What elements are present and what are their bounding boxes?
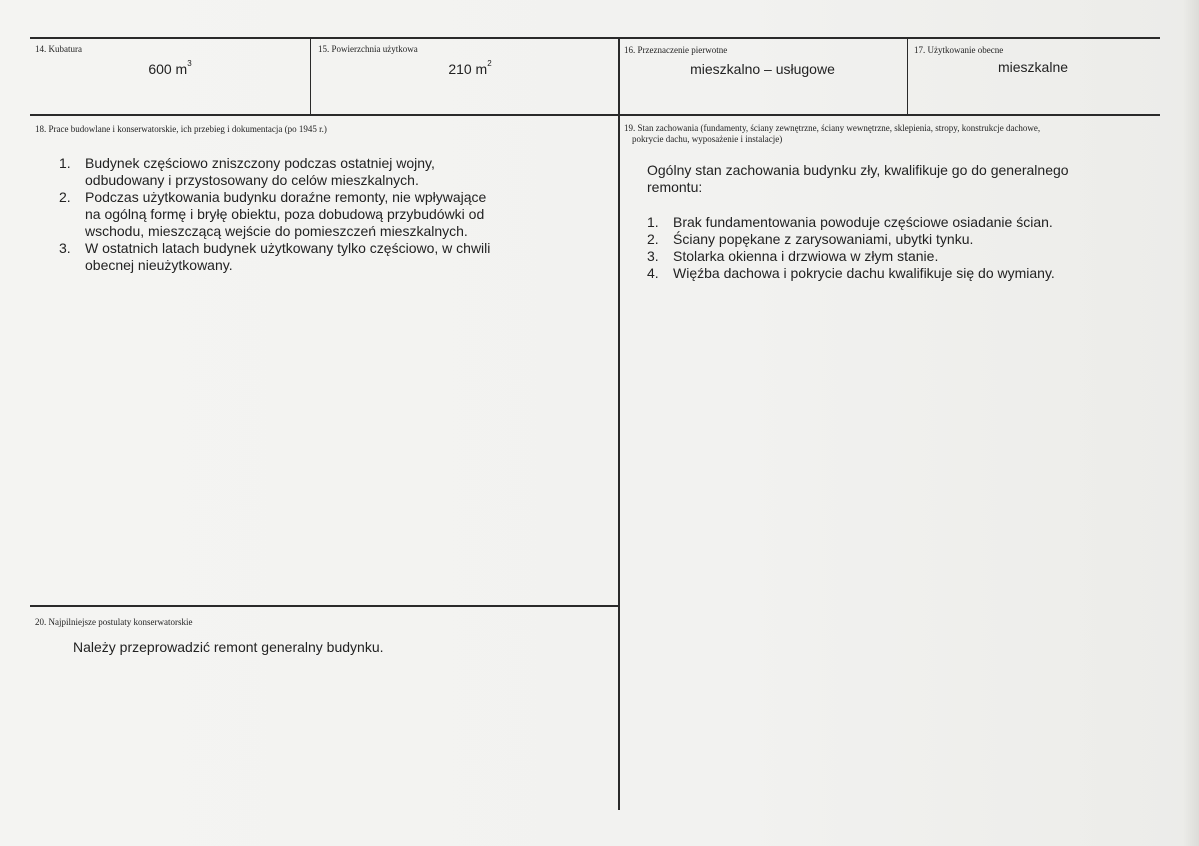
field-17-value: mieszkalne xyxy=(997,59,1069,75)
field-18-list xyxy=(59,155,599,274)
list-item: 2. Podczas użytkowania budynku doraźne remonty, nie wpływające na ogólną formę i bryłę obiektu, poza dobudową przybudówki od wschodu, mieszczącą wejście do pomieszczeń mieszkalnych. xyxy=(59,189,487,239)
field-16-value: mieszkalno – usługowe xyxy=(690,61,835,77)
field-19-label: 19. Stan zachowania (fundamenty, ściany zewnętrzne, ściany wewnętrzne, sklepienia, stropy, konstrukcje dachowe, pokrycie dachu, wyposażenie i instalacje) xyxy=(624,123,1041,144)
field-18-label: 18. Prace budowlane i konserwatorskie, ich przebieg i dokumentacja (po 1945 r.) xyxy=(35,124,327,134)
list-item: 1. Brak fundamentowania powoduje częściowe osiadanie ścian. xyxy=(647,214,1053,230)
col-divider-1 xyxy=(310,38,311,115)
field-14-label: 14. Kubatura xyxy=(35,44,82,54)
field-20-text: Należy przeprowadzić remont generalny budynku. xyxy=(73,639,384,655)
field-15-label: 15. Powierzchnia użytkowa xyxy=(318,44,418,54)
top-border xyxy=(30,37,1160,39)
field-16-label: 16. Przeznaczenie pierwotne xyxy=(624,45,728,55)
field-15-value: 210 $m^2$ xyxy=(448,59,492,77)
field-14-value: 600 $m^3$ xyxy=(148,59,192,77)
field-19-list xyxy=(647,214,1147,282)
col-divider-2 xyxy=(618,38,620,810)
list-item: 1. Budynek częściowo zniszczony podczas ostatniej wojny, odbudowany i przystosowany do celów mieszkalnych. xyxy=(59,155,435,188)
list-item: 2. Ściany popękane z zarysowaniami, ubytki tynku. xyxy=(647,231,974,247)
list-item: 3. Stolarka okienna i drzwiowa w złym stanie. xyxy=(647,248,939,264)
field-17-label: 17. Użytkowanie obecne xyxy=(914,45,1004,55)
paper-edge xyxy=(1183,0,1199,846)
list-item: 3. W ostatnich latach budynek użytkowany tylko częściowo, w chwili obecnej nieużytkowany. xyxy=(59,240,491,273)
field-20-label: 20. Najpilniejsze postulaty konserwatorskie xyxy=(35,617,193,627)
section-20-divider xyxy=(30,605,619,607)
row-divider xyxy=(30,114,1160,116)
field-19-intro: Ogólny stan zachowania budynku zły, kwalifikuje go do generalnego remontu: xyxy=(647,162,1069,195)
col-divider-3 xyxy=(907,38,908,115)
list-item: 4. Więźba dachowa i pokrycie dachu kwalifikuje się do wymiany. xyxy=(647,265,1055,281)
